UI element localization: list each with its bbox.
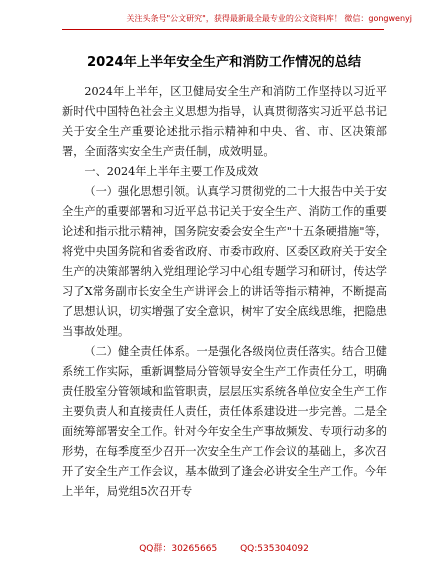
footer-qq-group: QQ群：30265665 (139, 544, 218, 554)
section-heading: 一、2024年上半年主要工作及成效 (84, 165, 259, 178)
paragraph-ideological-guidance: （一）强化思想引领。认真学习贯彻党的二十大报告中关于安全生产的重要部署和习近平总书记关于安全生产、消防工作的重要论述和指示批示精神，国务院安委会安全生产"十五条硬措施"等，将党中央国务院和省委省政府、市委市政府、区委区政府关于安全生产的决策部署纳入党组理论学习中心组专题学习和研讨，传达学习了X常务副市长安全生产讲评会上的讲话等指示精神，不断提高了思想认识，切实增强了安全意识，树牢了安全底线思维，把隐患当事故处理。 (62, 185, 387, 338)
document-title: 2024年上半年安全生产和消防工作情况的总结 (86, 55, 362, 70)
footer-contact (0, 542, 448, 556)
intro-paragraph: 2024年上半年，区卫健局安全生产和消防工作坚持以习近平新时代中国特色社会主义思想为指导，认真贯彻落实习近平总书记关于安全生产重要论述批示指示精神和中央、省、市、区决策部署，全面落实安全生产责任制，成效明显。 (62, 85, 387, 158)
footer-qq-number: QQ:535304092 (240, 544, 309, 554)
paragraph-responsibility-system: （二）健全责任体系。一是强化各级岗位责任落实。结合卫健系统工作实际，重新调整局分管领导安全生产工作责任分工，明确责任股室分管领域和监管职责，层层压实系统各单位安全生产工作主要负责人和直接责任人责任，责任体系建设进一步完善。二是全面统筹部署安全工作。针对今年安全生产事故频发、专项行动多的形势，在每季度至少召开一次安全生产工作会议的基础上，多次召开了安全生产工作会议，基本做到了逢会必讲安全生产工作。今年上半年，局党组5次召开专 (62, 345, 387, 498)
document-body (62, 82, 387, 502)
header-divider (62, 29, 384, 30)
header-promo-note: 关注头条号"公文研究"，获得最新最全最专业的公文资料库！ 微信：gongwenyj (126, 14, 412, 23)
